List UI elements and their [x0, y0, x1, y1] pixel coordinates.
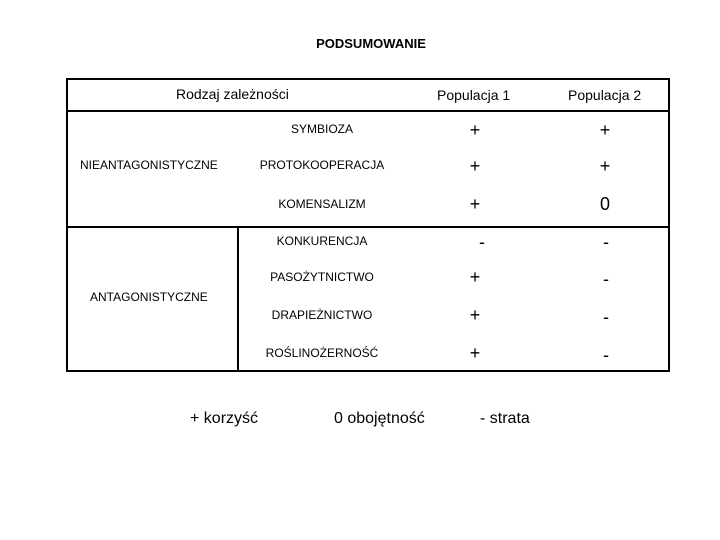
group-non-antagonistic: NIEANTAGONISTYCZNE — [80, 158, 218, 172]
relation-name: ROŚLINOŻERNOŚĆ — [265, 346, 379, 360]
population-2-effect: - — [603, 307, 609, 327]
legend-benefit: + korzyść — [190, 410, 259, 427]
header-divider — [68, 110, 668, 112]
population-1-effect: + — [469, 305, 481, 325]
population-1-effect: + — [469, 267, 481, 287]
population-1-effect: - — [479, 232, 485, 252]
header-population-2: Populacja 2 — [568, 87, 642, 103]
population-2-effect: - — [603, 269, 609, 289]
relation-name: DRAPIEŻNICTWO — [271, 308, 373, 322]
group-divider — [68, 226, 668, 228]
population-1-effect: + — [469, 120, 481, 140]
population-1-effect: + — [469, 156, 481, 176]
legend-neutral: 0 obojętność — [334, 410, 425, 427]
page-title: PODSUMOWANIE — [316, 36, 426, 51]
relation-name: KONKURENCJA — [276, 234, 368, 248]
population-2-effect: 0 — [599, 194, 610, 214]
population-2-effect: + — [599, 120, 611, 140]
population-2-effect: - — [603, 345, 609, 365]
relation-name: KOMENSALIZM — [278, 197, 366, 211]
relation-name: PROTOKOOPERACJA — [259, 158, 385, 172]
population-1-effect: + — [469, 194, 481, 214]
population-1-effect: + — [469, 343, 481, 363]
legend-loss: - strata — [480, 410, 530, 427]
group-antagonistic: ANTAGONISTYCZNE — [90, 290, 208, 304]
population-2-effect: + — [599, 156, 611, 176]
header-relation-type: Rodzaj zależności — [176, 86, 289, 102]
relation-name: PASOŻYTNICTWO — [270, 270, 374, 284]
population-2-effect: - — [603, 232, 609, 252]
relation-name: SYMBIOZA — [290, 122, 353, 136]
header-population-1: Populacja 1 — [437, 87, 511, 103]
